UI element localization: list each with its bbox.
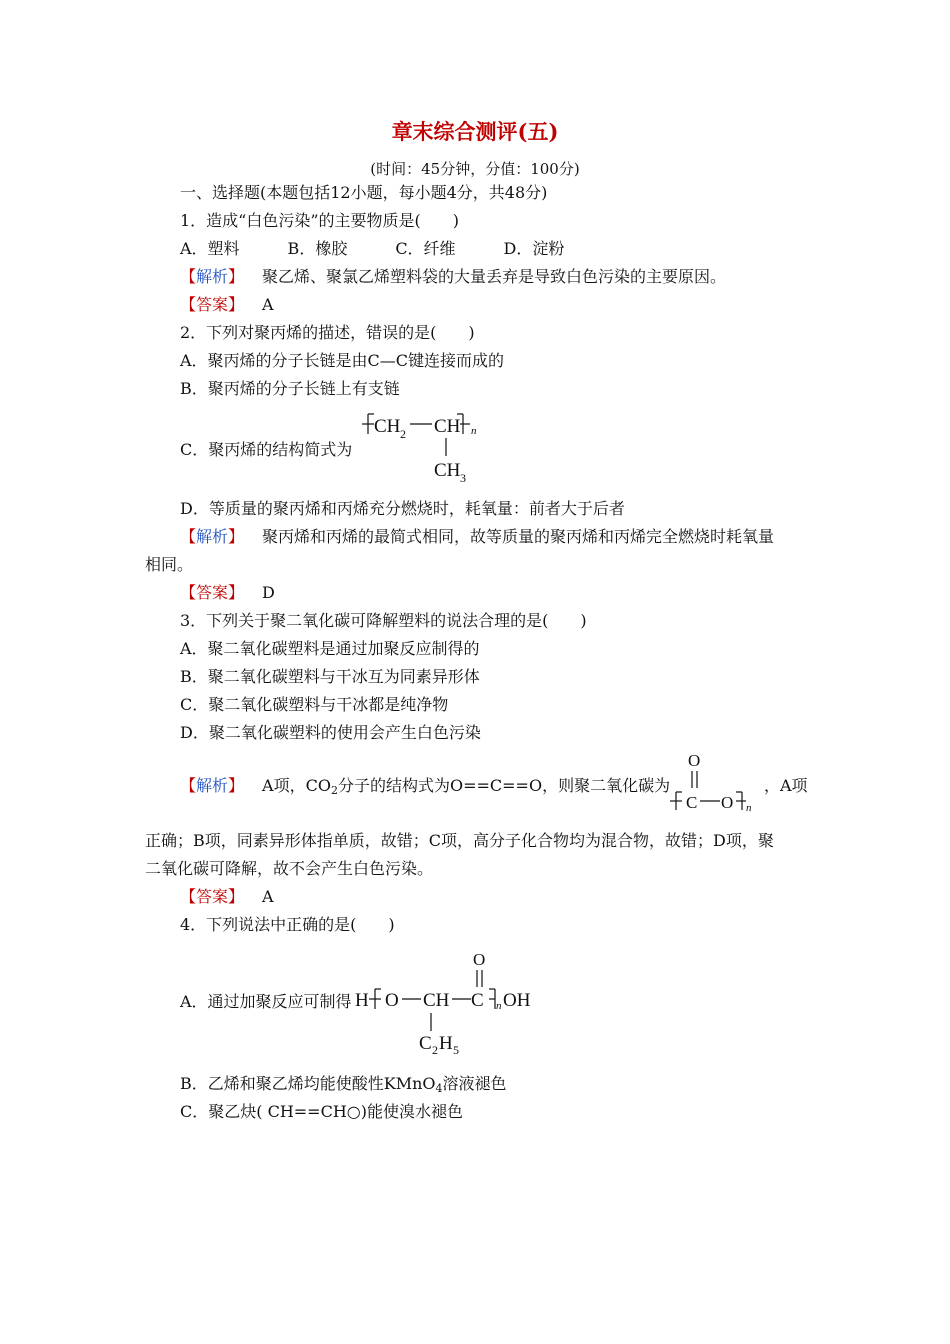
q1-options: A．塑料 B．橡胶 C．纤维 D．淀粉 — [180, 239, 565, 258]
q3-option-b: B．聚二氧化碳塑料与干冰互为同素异形体 — [180, 667, 480, 686]
q3-answer: 【答案】 A — [180, 887, 274, 906]
q3-analysis-tail: ，A项 — [764, 776, 808, 795]
svg-text:H: H — [355, 990, 369, 1011]
q1-analysis: 【解析】 聚乙烯、聚氯乙烯塑料袋的大量丢弃是导致白色污染的主要原因。 — [180, 267, 727, 286]
svg-text:O: O — [688, 751, 701, 770]
q2-option-b: B．聚丙烯的分子长链上有支链 — [180, 379, 400, 398]
q3-option-c: C．聚二氧化碳塑料与干冰都是纯净物 — [180, 695, 449, 714]
svg-text:C: C — [471, 990, 484, 1011]
q4-option-b: B．乙烯和聚乙烯均能使酸性KMnO4溶液褪色 — [180, 1074, 507, 1095]
q3-analysis-cont-1: 正确；B项，同素异形体指单质，故错；C项，高分子化合物均为混合物，故错；D项，聚 — [145, 831, 774, 850]
q3-stem: 3．下列关于聚二氧化碳可降解塑料的说法合理的是( ) — [180, 611, 587, 630]
q2-analysis: 【解析】 聚丙烯和丙烯的最简式相同，故等质量的聚丙烯和丙烯完全燃烧时耗氧量 — [180, 527, 775, 546]
svg-text:C: C — [686, 793, 698, 812]
svg-text:2: 2 — [432, 1043, 438, 1057]
svg-text:C: C — [419, 1033, 432, 1054]
q3-option-a: A．聚二氧化碳塑料是通过加聚反应制得的 — [180, 639, 480, 658]
polycarbonate-structure — [670, 748, 760, 820]
svg-text:OH: OH — [503, 990, 531, 1011]
svg-text:O: O — [473, 950, 486, 969]
q4-stem: 4．下列说法中正确的是( ) — [180, 915, 395, 934]
svg-text:n: n — [496, 1000, 502, 1012]
svg-text:n: n — [471, 425, 477, 437]
svg-text:CH: CH — [434, 460, 461, 481]
q2-analysis-cont: 相同。 — [145, 555, 194, 574]
svg-text:CH: CH — [374, 416, 401, 437]
q3-analysis: 【解析】 A项，CO2分子的结构式为O==C==O，则聚二氧化碳为 — [180, 776, 671, 797]
q3-option-d: D．聚二氧化碳塑料的使用会产生白色污染 — [180, 723, 481, 742]
svg-text:5: 5 — [453, 1043, 459, 1057]
q2-stem: 2．下列对聚丙烯的描述，错误的是( ) — [180, 323, 475, 342]
q4-option-a: A．通过加聚反应可制得 — [180, 992, 352, 1011]
q2-option-a: A．聚丙烯的分子长链是由C—C键连接而成的 — [180, 351, 505, 370]
polypropylene-structure — [360, 408, 490, 488]
q1-answer: 【答案】 A — [180, 295, 274, 314]
svg-text:2: 2 — [400, 427, 406, 441]
svg-text:O: O — [385, 990, 399, 1011]
q4-option-c: C．聚乙炔( CH==CH○)能使溴水褪色 — [180, 1102, 463, 1121]
page-subtitle: (时间：45分钟，分值：100分) — [370, 160, 580, 178]
section-heading: 一、选择题(本题包括12小题，每小题4分，共48分) — [180, 183, 548, 202]
svg-text:3: 3 — [460, 471, 466, 485]
svg-text:H: H — [439, 1033, 453, 1054]
svg-text:CH: CH — [423, 990, 450, 1011]
q2-option-c: C．聚丙烯的结构简式为 — [180, 440, 353, 459]
q2-answer: 【答案】 D — [180, 583, 275, 602]
q3-analysis-cont-2: 二氧化碳可降解，故不会产生白色污染。 — [145, 859, 434, 878]
svg-text:O: O — [721, 793, 734, 812]
page-title: 章末综合测评(五) — [391, 119, 559, 144]
q2-option-d: D．等质量的聚丙烯和丙烯充分燃烧时，耗氧量：前者大于后者 — [180, 499, 625, 518]
svg-text:CH: CH — [434, 416, 461, 437]
polyester-structure — [355, 945, 545, 1057]
q1-stem: 1．造成“白色污染”的主要物质是( ) — [180, 211, 460, 230]
svg-text:n: n — [746, 802, 752, 814]
